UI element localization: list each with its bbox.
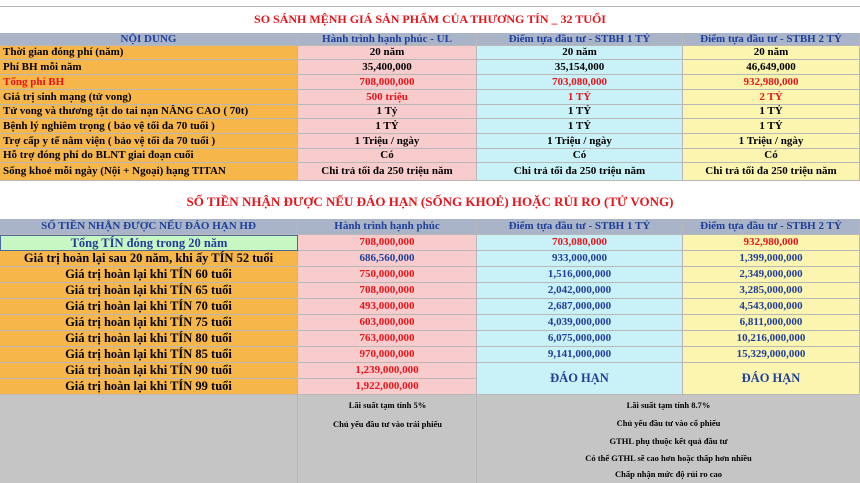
cell-value: 1 TỶ bbox=[477, 90, 683, 105]
cell-value: 3,285,000,000 bbox=[683, 283, 860, 299]
table-row bbox=[0, 283, 860, 299]
cell-value: Chi trả tối đa 250 triệu năm bbox=[298, 163, 477, 181]
row-label: Hỗ trợ đóng phí do BLNT giai đoạn cuối bbox=[0, 149, 298, 163]
row-label: Giá trị hoàn lại khi TÍN 99 tuổi bbox=[0, 379, 298, 395]
row-label: Tử vong và thương tật do tai nạn NÂNG CAO ( 70t) bbox=[0, 105, 298, 119]
cell-value: 500 triệu bbox=[298, 90, 477, 105]
cell-value: Chi trả tối đa 250 triệu năm bbox=[477, 163, 683, 181]
cell-value: 35,400,000 bbox=[298, 60, 477, 75]
row-label: Sống khoẻ mỗi ngày (Nội + Ngoại) hạng TITAN bbox=[0, 163, 298, 181]
notes-left bbox=[298, 395, 477, 483]
cell-value: 1,922,000,000 bbox=[298, 379, 477, 395]
note-line: Có thể GTHL sẽ cao hơn hoặc thấp hơn nhiều bbox=[585, 453, 752, 463]
table2-header-col1: Hành trình hạnh phúc bbox=[298, 219, 477, 235]
cell-value: 6,811,000,000 bbox=[683, 315, 860, 331]
table-row bbox=[0, 331, 860, 347]
table1-header-row bbox=[0, 33, 860, 46]
note-line: GTHL phụ thuộc kết quả đầu tư bbox=[609, 436, 728, 446]
table-row bbox=[0, 299, 860, 315]
table-row bbox=[0, 315, 860, 331]
row-label: Giá trị hoàn lại sau 20 năm, khi ấy TÍN 52 tuổi bbox=[0, 251, 298, 267]
row-label: Giá trị hoàn lại khi TÍN 60 tuổi bbox=[0, 267, 298, 283]
table-row bbox=[0, 134, 860, 149]
cell-value: 20 năm bbox=[477, 46, 683, 60]
row-label: Phí BH mỗi năm bbox=[0, 60, 298, 75]
cell-value: 1 TỶ bbox=[683, 119, 860, 134]
cell-value: 703,080,000 bbox=[477, 235, 683, 251]
cell-value: 763,000,000 bbox=[298, 331, 477, 347]
notes-empty-area bbox=[0, 395, 298, 483]
note-line: Chấp nhận mức độ rủi ro cao bbox=[615, 469, 722, 479]
cell-value: Có bbox=[477, 149, 683, 163]
row-label: Bệnh lý nghiêm trọng ( bảo vệ tối đa 70 tuổi ) bbox=[0, 119, 298, 134]
cell-value: 4,543,000,000 bbox=[683, 299, 860, 315]
cell-value: 708,000,000 bbox=[298, 235, 477, 251]
cell-value: 1 TỶ bbox=[477, 119, 683, 134]
row-label: Giá trị hoàn lại khi TÍN 90 tuổi bbox=[0, 363, 298, 379]
cell-value: 6,075,000,000 bbox=[477, 331, 683, 347]
row-label: Thời gian đóng phí (năm) bbox=[0, 46, 298, 60]
table2-header-col3: Điểm tựa đầu tư - STBH 2 TỶ bbox=[683, 219, 860, 235]
table-row bbox=[0, 163, 860, 181]
cell-value: 9,141,000,000 bbox=[477, 347, 683, 363]
cell-value: 932,980,000 bbox=[683, 235, 860, 251]
maturity-title: SỐ TIỀN NHẬN ĐƯỢC NẾU ĐÁO HẠN (SỐNG KHOẺ) HOẶC RỦI RO (TỬ VONG) bbox=[186, 194, 674, 209]
cell-value: 1,399,000,000 bbox=[683, 251, 860, 267]
cell-value: 603,000,000 bbox=[298, 315, 477, 331]
cell-value: 1 Tỷ bbox=[298, 105, 477, 119]
cell-value: 1,239,000,000 bbox=[298, 363, 477, 379]
cell-value: 15,329,000,000 bbox=[683, 347, 860, 363]
row-label: Trợ cấp y tế nằm viện ( bảo vệ tối đa 70 tuổi ) bbox=[0, 134, 298, 149]
cell-value: 703,080,000 bbox=[477, 75, 683, 90]
table2-header-content: SỐ TIỀN NHẬN ĐƯỢC NẾU ĐÁO HẠN HĐ bbox=[0, 219, 298, 235]
cell-value: 10,216,000,000 bbox=[683, 331, 860, 347]
cell-value: 1 Triệu / ngày bbox=[298, 134, 477, 149]
cell-value: 932,980,000 bbox=[683, 75, 860, 90]
note-line: Lãi suất tạm tính 5% bbox=[348, 400, 427, 410]
row-label: Tổng phí BH bbox=[0, 75, 298, 90]
cell-value: 750,000,000 bbox=[298, 267, 477, 283]
table-row bbox=[0, 75, 860, 90]
table1-header-col3: Điểm tựa đầu tư - STBH 2 TỶ bbox=[683, 33, 860, 46]
cell-value: 4,039,000,000 bbox=[477, 315, 683, 331]
cell-value: Có bbox=[298, 149, 477, 163]
cell-value: 2,042,000,000 bbox=[477, 283, 683, 299]
cell-value: 2 TỶ bbox=[683, 90, 860, 105]
table2-header-row bbox=[0, 219, 860, 235]
row-label: Giá trị sinh mạng (tử vong) bbox=[0, 90, 298, 105]
cell-value: 1 TỶ bbox=[298, 119, 477, 134]
table-row bbox=[0, 90, 860, 105]
row-label: Giá trị hoàn lại khi TÍN 80 tuổi bbox=[0, 331, 298, 347]
row-label: Giá trị hoàn lại khi TÍN 75 tuổi bbox=[0, 315, 298, 331]
cell-value: 20 năm bbox=[298, 46, 477, 60]
row-label: Giá trị hoàn lại khi TÍN 70 tuổi bbox=[0, 299, 298, 315]
cell-value: 1 Triệu / ngày bbox=[683, 134, 860, 149]
table1-header-col1: Hành trình hạnh phúc - UL bbox=[298, 33, 477, 46]
cell-value: Có bbox=[683, 149, 860, 163]
cell-value: Chi trả tối đa 250 triệu năm bbox=[683, 163, 860, 181]
table2-header-col2: Điểm tựa đầu tư - STBH 1 TỶ bbox=[477, 219, 683, 235]
cell-value: 708,000,000 bbox=[298, 75, 477, 90]
cell-value: 1 TỶ bbox=[683, 105, 860, 119]
table-row bbox=[0, 46, 860, 60]
row-label: Giá trị hoàn lại khi TÍN 65 tuổi bbox=[0, 283, 298, 299]
cell-value: 2,687,000,000 bbox=[477, 299, 683, 315]
total-label: Tổng TÍN đóng trong 20 năm bbox=[0, 235, 298, 251]
table-row bbox=[0, 149, 860, 163]
cell-value: 2,349,000,000 bbox=[683, 267, 860, 283]
total-row bbox=[0, 235, 860, 251]
cell-value: 1 TỶ bbox=[477, 105, 683, 119]
table1-header-content: NỘI DUNG bbox=[0, 33, 298, 46]
row-label: Giá trị hoàn lại khi TÍN 85 tuổi bbox=[0, 347, 298, 363]
note-line: Lãi suất tạm tính 8.7% bbox=[626, 400, 711, 410]
cell-value: 970,000,000 bbox=[298, 347, 477, 363]
notes-right bbox=[477, 395, 860, 483]
cell-value: 35,154,000 bbox=[477, 60, 683, 75]
comparison-title: SO SÁNH MỆNH GIÁ SẢN PHẨM CỦA THƯƠNG TÍN _ 32 TUỔI bbox=[254, 11, 606, 26]
cell-value: 46,649,000 bbox=[683, 60, 860, 75]
note-line: Chủ yếu đầu tư vào trái phiếu bbox=[332, 419, 442, 429]
table-row bbox=[0, 119, 860, 134]
table-row bbox=[0, 347, 860, 363]
cell-value: 708,000,000 bbox=[298, 283, 477, 299]
matured-cell-1ty: ĐÁO HẠN bbox=[477, 363, 683, 395]
table-row bbox=[0, 251, 860, 267]
cell-value: 1 Triệu / ngày bbox=[477, 134, 683, 149]
cell-value: 493,000,000 bbox=[298, 299, 477, 315]
top-grid-line bbox=[0, 0, 860, 7]
matured-cell-2ty: ĐÁO HẠN bbox=[683, 363, 860, 395]
table-row bbox=[0, 60, 860, 75]
table1-header-col2: Điểm tựa đầu tư - STBH 1 TỶ bbox=[477, 33, 683, 46]
table-row bbox=[0, 105, 860, 119]
cell-value: 1,516,000,000 bbox=[477, 267, 683, 283]
table-row bbox=[0, 267, 860, 283]
cell-value: 20 năm bbox=[683, 46, 860, 60]
cell-value: 933,000,000 bbox=[477, 251, 683, 267]
note-line: Chủ yếu đầu tư vào cổ phiếu bbox=[616, 418, 721, 428]
cell-value: 686,560,000 bbox=[298, 251, 477, 267]
